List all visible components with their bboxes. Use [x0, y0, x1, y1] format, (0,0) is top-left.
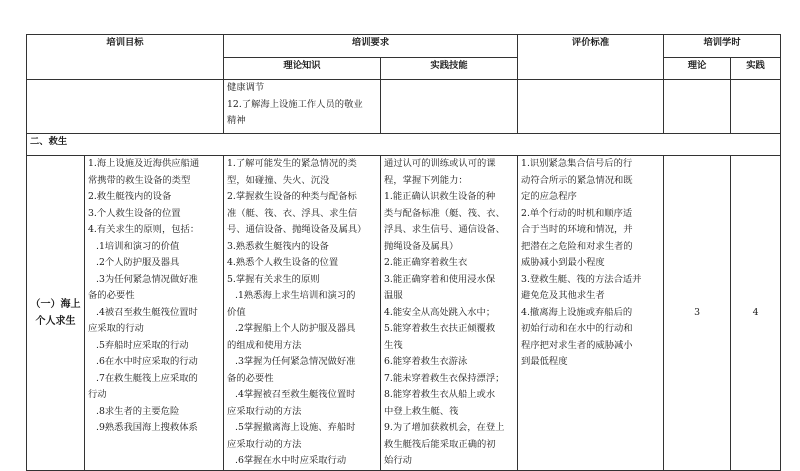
header-hours-practice: 实践 [731, 58, 781, 80]
evaluation-line: 初始行动和在水中的行动和 [521, 323, 633, 334]
survival-row [27, 156, 781, 471]
goal-title-line-2: 个人求生 [35, 315, 76, 327]
continued-practice-cell [381, 80, 518, 134]
evaluation-line: 到最低程度 [521, 356, 568, 367]
continued-theory-line: 精神 [227, 115, 246, 126]
goal-line: .8求生者的主要危险 [96, 405, 180, 417]
theory-line: 应采取行动的方法 [227, 438, 302, 450]
header-training-hours: 培训学时 [664, 35, 781, 58]
hours-practice-value: 4 [731, 156, 781, 471]
practice-line: 6.能穿着救生衣游泳 [384, 356, 468, 367]
theory-line: 备的必要性 [227, 372, 274, 384]
practice-line: 类与配备标准（艇、筏、衣、 [384, 207, 505, 219]
header-evaluation-standard: 评价标准 [518, 35, 664, 80]
practice-line: 7.能未穿着救生衣保持漂浮； [384, 372, 505, 384]
goal-line: 应采取的行动 [88, 323, 144, 334]
goal-line: .3为任何紧急情况做好准 [96, 273, 198, 285]
evaluation-line: 威胁减小到最小程度 [521, 257, 605, 268]
theory-line: 5.掌握有关求生的原则 [227, 273, 320, 285]
continued-hours-practice-cell [731, 80, 781, 134]
practice-line: 救生艇筏后能采取正确的初 [384, 438, 496, 450]
goal-line: .9熟悉我国海上搜救体系 [96, 422, 198, 433]
goal-line: .1培训和演习的价值 [96, 240, 180, 252]
theory-line: 3.熟悉救生艇筏内的设备 [227, 240, 329, 252]
practice-line: 浮具、求生信号、通信设备、 [384, 224, 505, 235]
header-training-goal: 培训目标 [27, 35, 224, 80]
practice-line: 中登上救生艇、筏 [384, 405, 459, 417]
evaluation-line: 避免危及其他求生者 [521, 290, 605, 301]
practice-line: 1.能正确认识救生设备的种 [384, 191, 496, 202]
theory-line: 价值 [227, 306, 246, 318]
goal-line: 2.救生艇筏内的设备 [88, 191, 172, 202]
goal-line: 常携带的救生设备的类型 [88, 174, 191, 186]
goal-line: 3.个人救生设备的位置 [88, 207, 181, 219]
goal-line: 1.海上设施及近海供应船通 [88, 158, 200, 169]
goal-line: .4被召至救生艇筏位置时 [96, 306, 198, 318]
theory-cell [224, 156, 381, 471]
theory-line: .2掌握船上个人防护服及器具 [235, 323, 356, 334]
theory-line: 的组成和使用方法 [227, 339, 302, 351]
goal-line: 行动 [88, 389, 107, 400]
goal-line: .2个人防护服及器具 [96, 257, 180, 268]
practice-line: 9.为了增加获救机会，在登上 [384, 422, 505, 433]
practice-line: 4.能安全从高处跳入水中； [384, 306, 496, 318]
evaluation-line: 动符合所示的紧急情况和既 [521, 174, 633, 186]
goal-line: .5弃船时应采取的行动 [96, 339, 189, 351]
goal-line: 备的必要性 [88, 290, 135, 301]
evaluation-line: 2.单个行动的时机和顺序适 [521, 207, 633, 219]
practice-line: 5.能穿着救生衣扶正倾覆救 [384, 323, 496, 334]
practice-cell [381, 156, 518, 471]
continued-theory-cell [224, 80, 381, 134]
theory-line: .1熟悉海上求生培训和演习的 [235, 290, 356, 301]
practice-line: 8.能穿着救生衣从船上或水 [384, 389, 496, 400]
practice-line: 始行动 [384, 455, 412, 466]
practice-line: 抛绳设备及属具） [384, 240, 459, 252]
evaluation-line: 4.撤离海上设施或弃船后的 [521, 306, 633, 318]
goal-line: 4.有关求生的原则，包括： [88, 224, 200, 235]
theory-line: .5掌握撤离海上设施、弃船时 [235, 422, 356, 433]
theory-line: 号、通信设备、抛绳设备及属具） [227, 224, 367, 235]
goals-cell [85, 156, 224, 471]
theory-line: 1.了解可能发生的紧急情况的类 [227, 158, 357, 169]
section-title: 二、救生 [27, 134, 781, 156]
goal-title-line-1: （一）海上 [30, 298, 81, 310]
theory-line: 准（艇、筏、衣、浮具、求生信 [227, 207, 358, 219]
theory-line: .6掌握在水中时应采取行动 [235, 455, 347, 466]
evaluation-line: 3.登救生艇、筏的方法合适并 [521, 273, 642, 285]
continued-hours-theory-cell [664, 80, 731, 134]
practice-line: 生筏 [384, 339, 403, 351]
continued-row [27, 80, 781, 134]
goal-line: .6在水中时应采取的行动 [96, 356, 198, 367]
theory-line: 应采取行动的方法 [227, 405, 302, 417]
evaluation-line: 定的应急程序 [521, 191, 577, 202]
evaluation-cell [518, 156, 664, 471]
theory-line: 2.掌握救生设备的种类与配备标 [227, 191, 357, 202]
continued-theory-line: 健康调节 [227, 82, 265, 93]
evaluation-line: 程序把对求生者的威胁减小 [521, 339, 633, 351]
evaluation-line: 合于当时的环境和情况，并 [521, 224, 633, 235]
theory-line: 型，如碰撞、失火、沉没 [227, 174, 330, 186]
header-training-requirements: 培训要求 [224, 35, 518, 58]
hours-theory-value: 3 [664, 156, 731, 471]
continued-theory-line: 12.了解海上设施工作人员的敬业 [227, 98, 363, 110]
goal-title-cell [27, 156, 85, 471]
theory-line: .3掌握为任何紧急情况做好准 [235, 356, 356, 367]
practice-line: 程，掌握下列能力： [384, 174, 468, 186]
continued-goal-cell [27, 80, 224, 134]
header-practical-skills: 实践技能 [381, 58, 518, 80]
practice-line: 3.能正确穿着和使用浸水保 [384, 273, 496, 285]
header-hours-theory: 理论 [664, 58, 731, 80]
evaluation-line: 把潜在之危险和对求生者的 [521, 240, 633, 252]
theory-line: .4掌握被召至救生艇筏位置时 [235, 389, 356, 400]
goal-line: .7在救生艇筏上应采取的 [96, 372, 198, 384]
practice-line: 2.能正确穿着救生衣 [384, 257, 468, 268]
practice-line: 温服 [384, 290, 403, 301]
training-table [26, 34, 781, 471]
evaluation-line: 1.识别紧急集合信号后的行 [521, 158, 633, 169]
practice-line: 通过认可的训练或认可的课 [384, 158, 496, 169]
header-theory-knowledge: 理论知识 [224, 58, 381, 80]
theory-line: 4.熟悉个人救生设备的位置 [227, 257, 339, 268]
continued-evaluation-cell [518, 80, 664, 134]
